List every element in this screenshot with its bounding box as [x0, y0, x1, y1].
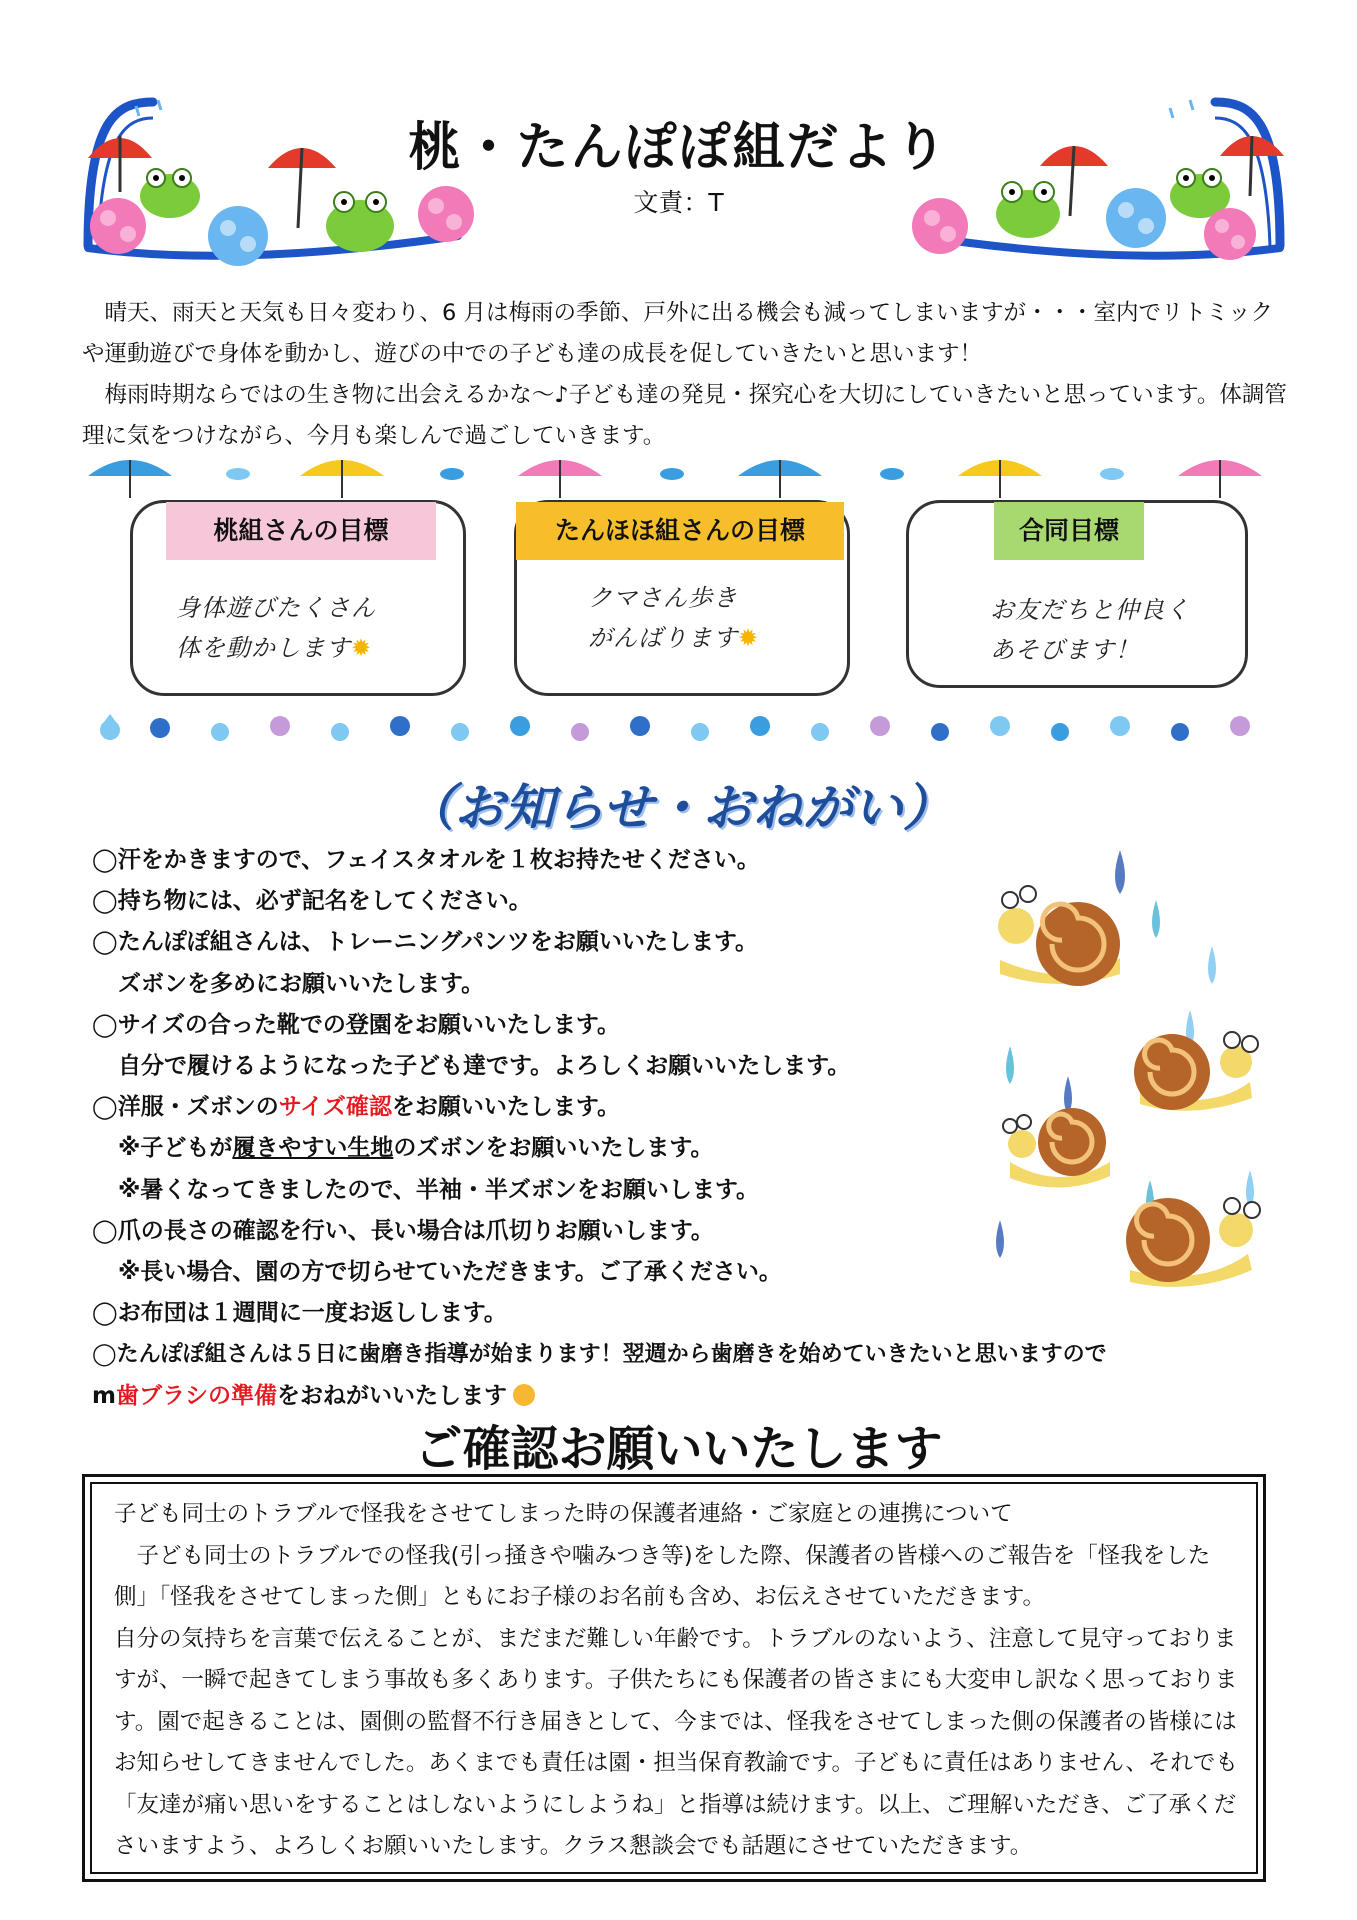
- confirm-paragraph: 自分の気持ちを言葉で伝えることが、まだまだ難しい年齢です。トラブルのないよう、注意して見守っておりますが、一瞬で起きてしまう事故も多くあります。子供たちにも保護者の皆さまにも大変申し訳なく思っております。園で起きることは、園側の監督不行き届きとして、今までは、怪我をさせてしまった側の保護者の皆様にはお知らせしてきませんでした。あくまでも責任は園・担当保育教諭です。子どもに責任はありません、それでも「友達が痛い思いをすることはしないようにしようね」と指導は続けます。以上、ご理解いただき、ご了承くださいますよう、よろしくお願いいたします。クラス懇談会でも話題にさせていただきます。: [114, 1625, 1238, 1859]
- goal-text-tanpopo: [588, 578, 759, 658]
- goal-line: 体を動かします: [176, 634, 351, 662]
- umbrella-icon: [518, 460, 602, 498]
- umbrella-icon: [738, 460, 822, 498]
- text-span: ◯洋服・ズボンの: [92, 1094, 279, 1121]
- text-span: ※子どもが: [118, 1135, 233, 1162]
- goal-line: がんばります: [588, 624, 738, 652]
- goal-label-tanpopo: たんほほ組さんの目標: [516, 502, 844, 560]
- goal-line: 身体遊びたくさん: [176, 594, 376, 622]
- snail-icon: [998, 886, 1120, 986]
- goal-text-joint: [990, 590, 1190, 670]
- goal-label-joint: 合同目標: [994, 502, 1144, 560]
- umbrella-divider: [78, 446, 1288, 506]
- sun-icon: ✹: [738, 624, 760, 652]
- list-item: ※暑くなってきましたので、半袖・半ズボンをお願いします。: [118, 1176, 760, 1203]
- list-item: 自分で履けるようになった子ども達です。よろしくお願いいたします。: [118, 1053, 851, 1080]
- text-span: をおねがいいたします: [276, 1382, 507, 1409]
- confirm-box: [82, 1474, 1266, 1882]
- confirm-subtitle: 子ども同士のトラブルで怪我をさせてしまった時の保護者連絡・ご家庭との連携について: [114, 1501, 1013, 1527]
- raindrop-row: [90, 706, 1290, 746]
- list-item: ◯汗をかきますので、フェイスタオルを１枚お持たせください。: [92, 847, 760, 873]
- umbrella-icon: [88, 460, 172, 498]
- sun-icon: ✹: [351, 634, 373, 662]
- author-line: 文責：T: [633, 188, 724, 217]
- snail-icon: [1126, 1198, 1260, 1287]
- page-title: 桃・たんぽぽ組だより: [408, 118, 949, 178]
- list-item: ズボンを多めにお願いいたします。: [118, 970, 485, 997]
- text-span: をお願いいたします。: [391, 1094, 621, 1121]
- list-item: ◯お布団は１週間に一度お返しします。: [92, 1300, 507, 1327]
- underlined-text: 履きやすい生地: [232, 1135, 394, 1162]
- list-item: ◯持ち物には、必ず記名をしてください。: [92, 888, 532, 915]
- goal-label-momo: 桃組さんの目標: [166, 502, 436, 560]
- smile-icon: [513, 1384, 535, 1406]
- goal-text-momo: [176, 588, 376, 668]
- snail-icon: [1134, 1032, 1258, 1111]
- intro-paragraph: 晴天、雨天と天気も日々変わり、6 月は梅雨の季節、戸外に出る機会も減ってしまいますが・・・室内でリトミックや運動遊びで身体を動かし、遊びの中での子ども達の成長を促していきたいと思います！: [82, 300, 1274, 367]
- notice-heading: （お知らせ・おねがい）: [404, 779, 953, 837]
- intro-text: [82, 293, 1292, 457]
- confirm-heading: ご確認お願いいたします: [414, 1421, 943, 1477]
- umbrella-icon: [300, 460, 384, 498]
- goal-line: あそびます！: [990, 636, 1140, 664]
- list-item: ◯たんぽぽ組さんは５日に歯磨き指導が始まります！翌週から歯磨きを始めていきたいと思いますので: [92, 1342, 1107, 1368]
- list-item: ◯爪の長さの確認を行い、長い場合は爪切りお願いします。: [92, 1217, 714, 1244]
- confirm-content: [90, 1482, 1258, 1874]
- list-item: ◯サイズの合った靴での登園をお願いいたします。: [92, 1011, 621, 1038]
- confirm-paragraph: 子ども同士のトラブルでの怪我(引っ掻きや噛みつき等)をした際、保護者の皆様へのご報告を「怪我をした側」「怪我をさせてしまった側」ともにお子様のお名前も含め、お伝えさせていただきます。: [114, 1542, 1211, 1610]
- list-item: ※長い場合、園の方で切らせていただきます。ご了承ください。: [118, 1259, 782, 1286]
- umbrella-icon: [1178, 460, 1262, 498]
- snail-illustration: [980, 840, 1280, 1300]
- list-item: ◯たんぽぽ組さんは、トレーニングパンツをお願いいたします。: [92, 929, 759, 956]
- text-span: のズボンをお願いいたします。: [393, 1135, 714, 1162]
- umbrella-icon: [958, 460, 1042, 498]
- highlight-text: サイズ確認: [278, 1094, 392, 1121]
- intro-paragraph: 梅雨時期ならではの生き物に出会えるかな～♪子ども達の発見・探究心を大切にしていきたいと思っています。体調管理に気をつけながら、今月も楽しんで過ごしていきます。: [82, 382, 1287, 449]
- snail-icon: [1003, 1108, 1110, 1188]
- goal-line: クマさん歩き: [588, 584, 738, 612]
- goal-line: お友だちと仲良く: [990, 596, 1190, 624]
- text-span: m: [92, 1382, 116, 1409]
- highlight-text: 歯ブラシの準備: [115, 1382, 277, 1409]
